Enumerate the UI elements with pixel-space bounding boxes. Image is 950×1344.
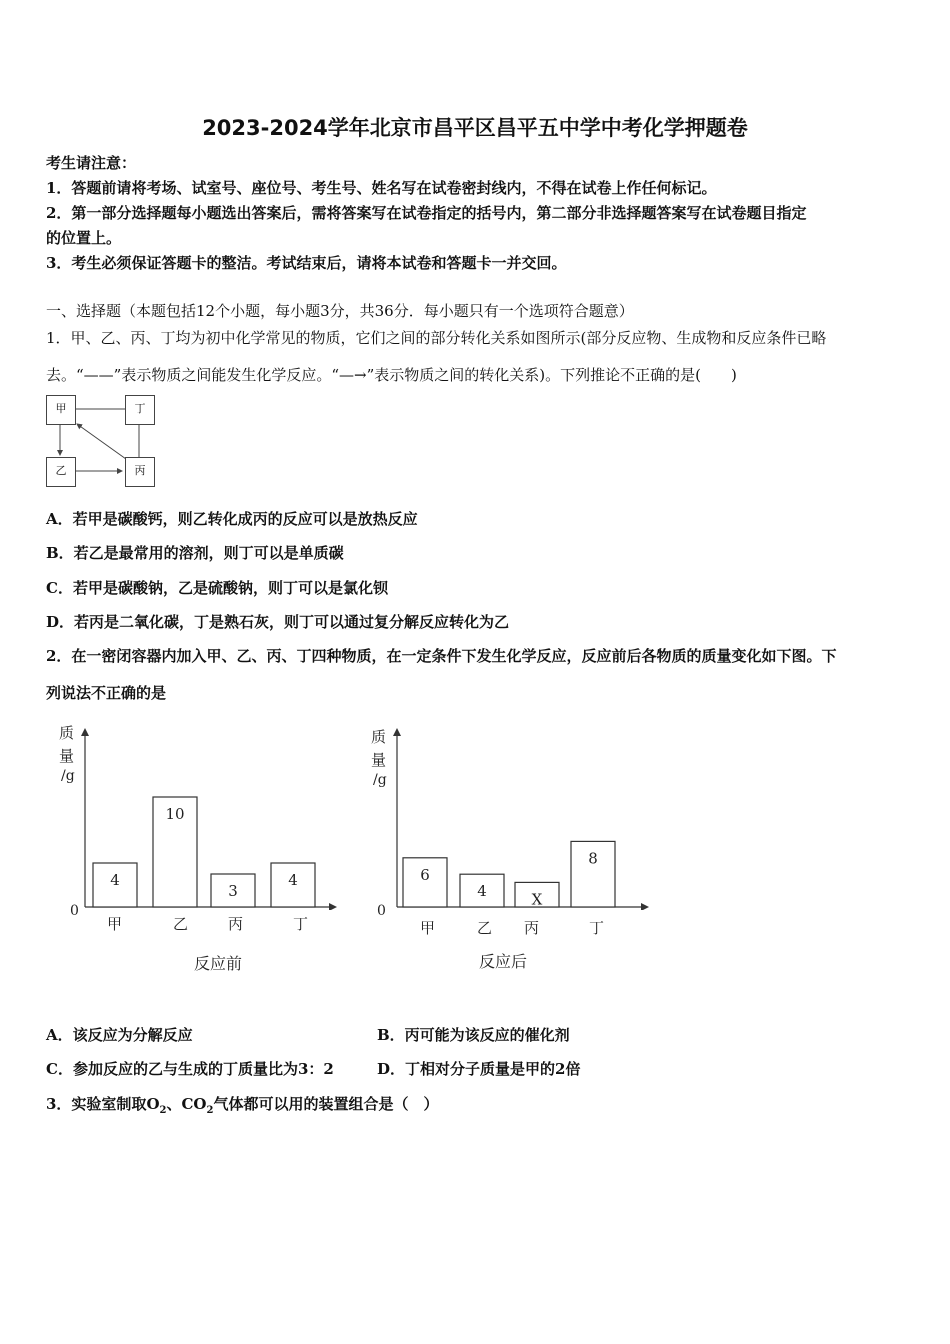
chart-before-x-arrow [329,903,337,910]
q3-subscript: 2 [159,1105,167,1116]
bing-to-jia-arrow [77,424,126,459]
chart-after-ylabel-1: 质 [371,728,387,746]
q1-stem-line2: 去。“——”表示物质之间能发生化学反应。“—→”表示物质之间的转化关系)。下列推论不正确的是( ) [46,366,737,384]
chart-before-xtick: 丙 [228,915,244,933]
chart-before-y-arrow [81,728,89,736]
q3-stem-suffix: 气体都可以用的装置组合是（ ） [213,1095,439,1113]
notice-item: 2．第一部分选择题每小题选出答案后，需将答案写在试卷指定的括号内，第二部分非选择题答案写在试卷题目指定 [46,204,807,222]
q3-stem-mid: 、CO [166,1095,207,1113]
notice-item: 3．考生必须保证答题卡的整洁。考试结束后，请将本试卷和答题卡一并交回。 [46,254,567,272]
chart-after [365,720,665,980]
q2-option-a: A．该反应为分解反应 [46,1026,193,1044]
notice-heading: 考生请注意： [46,154,137,172]
chart-before-xtick: 甲 [107,915,123,933]
chart-before-bar-label: 10 [165,805,185,823]
page-title: 2023-2024学年北京市昌平区昌平五中学中考化学押题卷 [202,116,748,140]
chart-after-x-arrow [641,903,649,910]
chart-after-xtick: 乙 [477,919,493,937]
q1-option-a: A．若甲是碳酸钙，则乙转化成丙的反应可以是放热反应 [46,510,418,528]
chart-after-bar-label: 6 [420,865,430,884]
chart-before-yunit: /g [61,768,75,784]
chart-after-plot [365,720,665,910]
q1-option-d: D．若丙是二氧化碳，丁是熟石灰，则丁可以通过复分解反应转化为乙 [46,613,510,631]
chart-before-xtick: 乙 [173,915,189,933]
section-heading: 一、选择题（本题包括12个小题，每小题3分，共36分．每小题只有一个选项符合题意） [46,302,634,320]
node-jia: 甲 [46,395,76,425]
q2-option-b: B．丙可能为该反应的催化剂 [377,1026,570,1044]
q2-stem-line2: 列说法不正确的是 [46,684,167,702]
chart-after-xtick: 丁 [589,919,605,937]
chart-after-origin: 0 [377,903,386,919]
q2-option-c: C．参加反应的乙与生成的丁质量比为3：2 [46,1060,334,1078]
chart-before-bar-label: 3 [228,882,238,900]
chart-before-plot [55,720,355,910]
q3-stem [46,1093,438,1116]
chart-after-y-arrow [393,728,401,736]
chart-before-origin: 0 [70,903,79,919]
chart-after-bar-label: X [531,890,543,909]
chart-before-bar-label: 4 [110,871,120,889]
chart-before-title: 反应前 [194,954,243,973]
q2-stem-line1: 2．在一密闭容器内加入甲、乙、丙、丁四种物质，在一定条件下发生化学反应，反应前后各物质的质量变化如下图。下 [46,647,837,665]
chart-after-bar-label: 4 [477,882,487,901]
q3-stem-prefix: 3．实验室制取O [46,1095,160,1113]
chart-after-title: 反应后 [479,952,528,971]
chart-before [55,720,355,980]
chart-after-ylabel-2: 量 [371,751,387,769]
q1-stem-line1: 1．甲、乙、丙、丁均为初中化学常见的物质，它们之间的部分转化关系如图所示(部分反应物、生成物和反应条件已略 [46,329,827,347]
chart-after-xtick: 丙 [524,919,540,937]
node-yi: 乙 [46,457,76,487]
node-ding: 丁 [125,395,155,425]
q1-relation-diagram [44,395,159,490]
q1-option-b: B．若乙是最常用的溶剂，则丁可以是单质碳 [46,544,344,562]
chart-before-ylabel-1: 质 [59,724,75,742]
chart-before-bar-label: 4 [288,871,298,889]
q3-subscript: 2 [206,1105,214,1116]
q1-option-c: C．若甲是碳酸钠，乙是硫酸钠，则丁可以是氯化钡 [46,579,388,597]
q2-option-d: D．丁相对分子质量是甲的2倍 [377,1060,581,1078]
chart-after-yunit: /g [373,772,387,788]
notice-item: 的位置上。 [46,229,122,247]
chart-before-ylabel-2: 量 [59,747,75,765]
chart-before-xtick: 丁 [293,915,309,933]
chart-after-xtick: 甲 [420,919,436,937]
node-bing: 丙 [125,457,155,487]
chart-after-bar-label: 8 [588,849,598,868]
notice-item: 1．答题前请将考场、试室号、座位号、考生号、姓名写在试卷密封线内，不得在试卷上作任何标记。 [46,179,717,197]
